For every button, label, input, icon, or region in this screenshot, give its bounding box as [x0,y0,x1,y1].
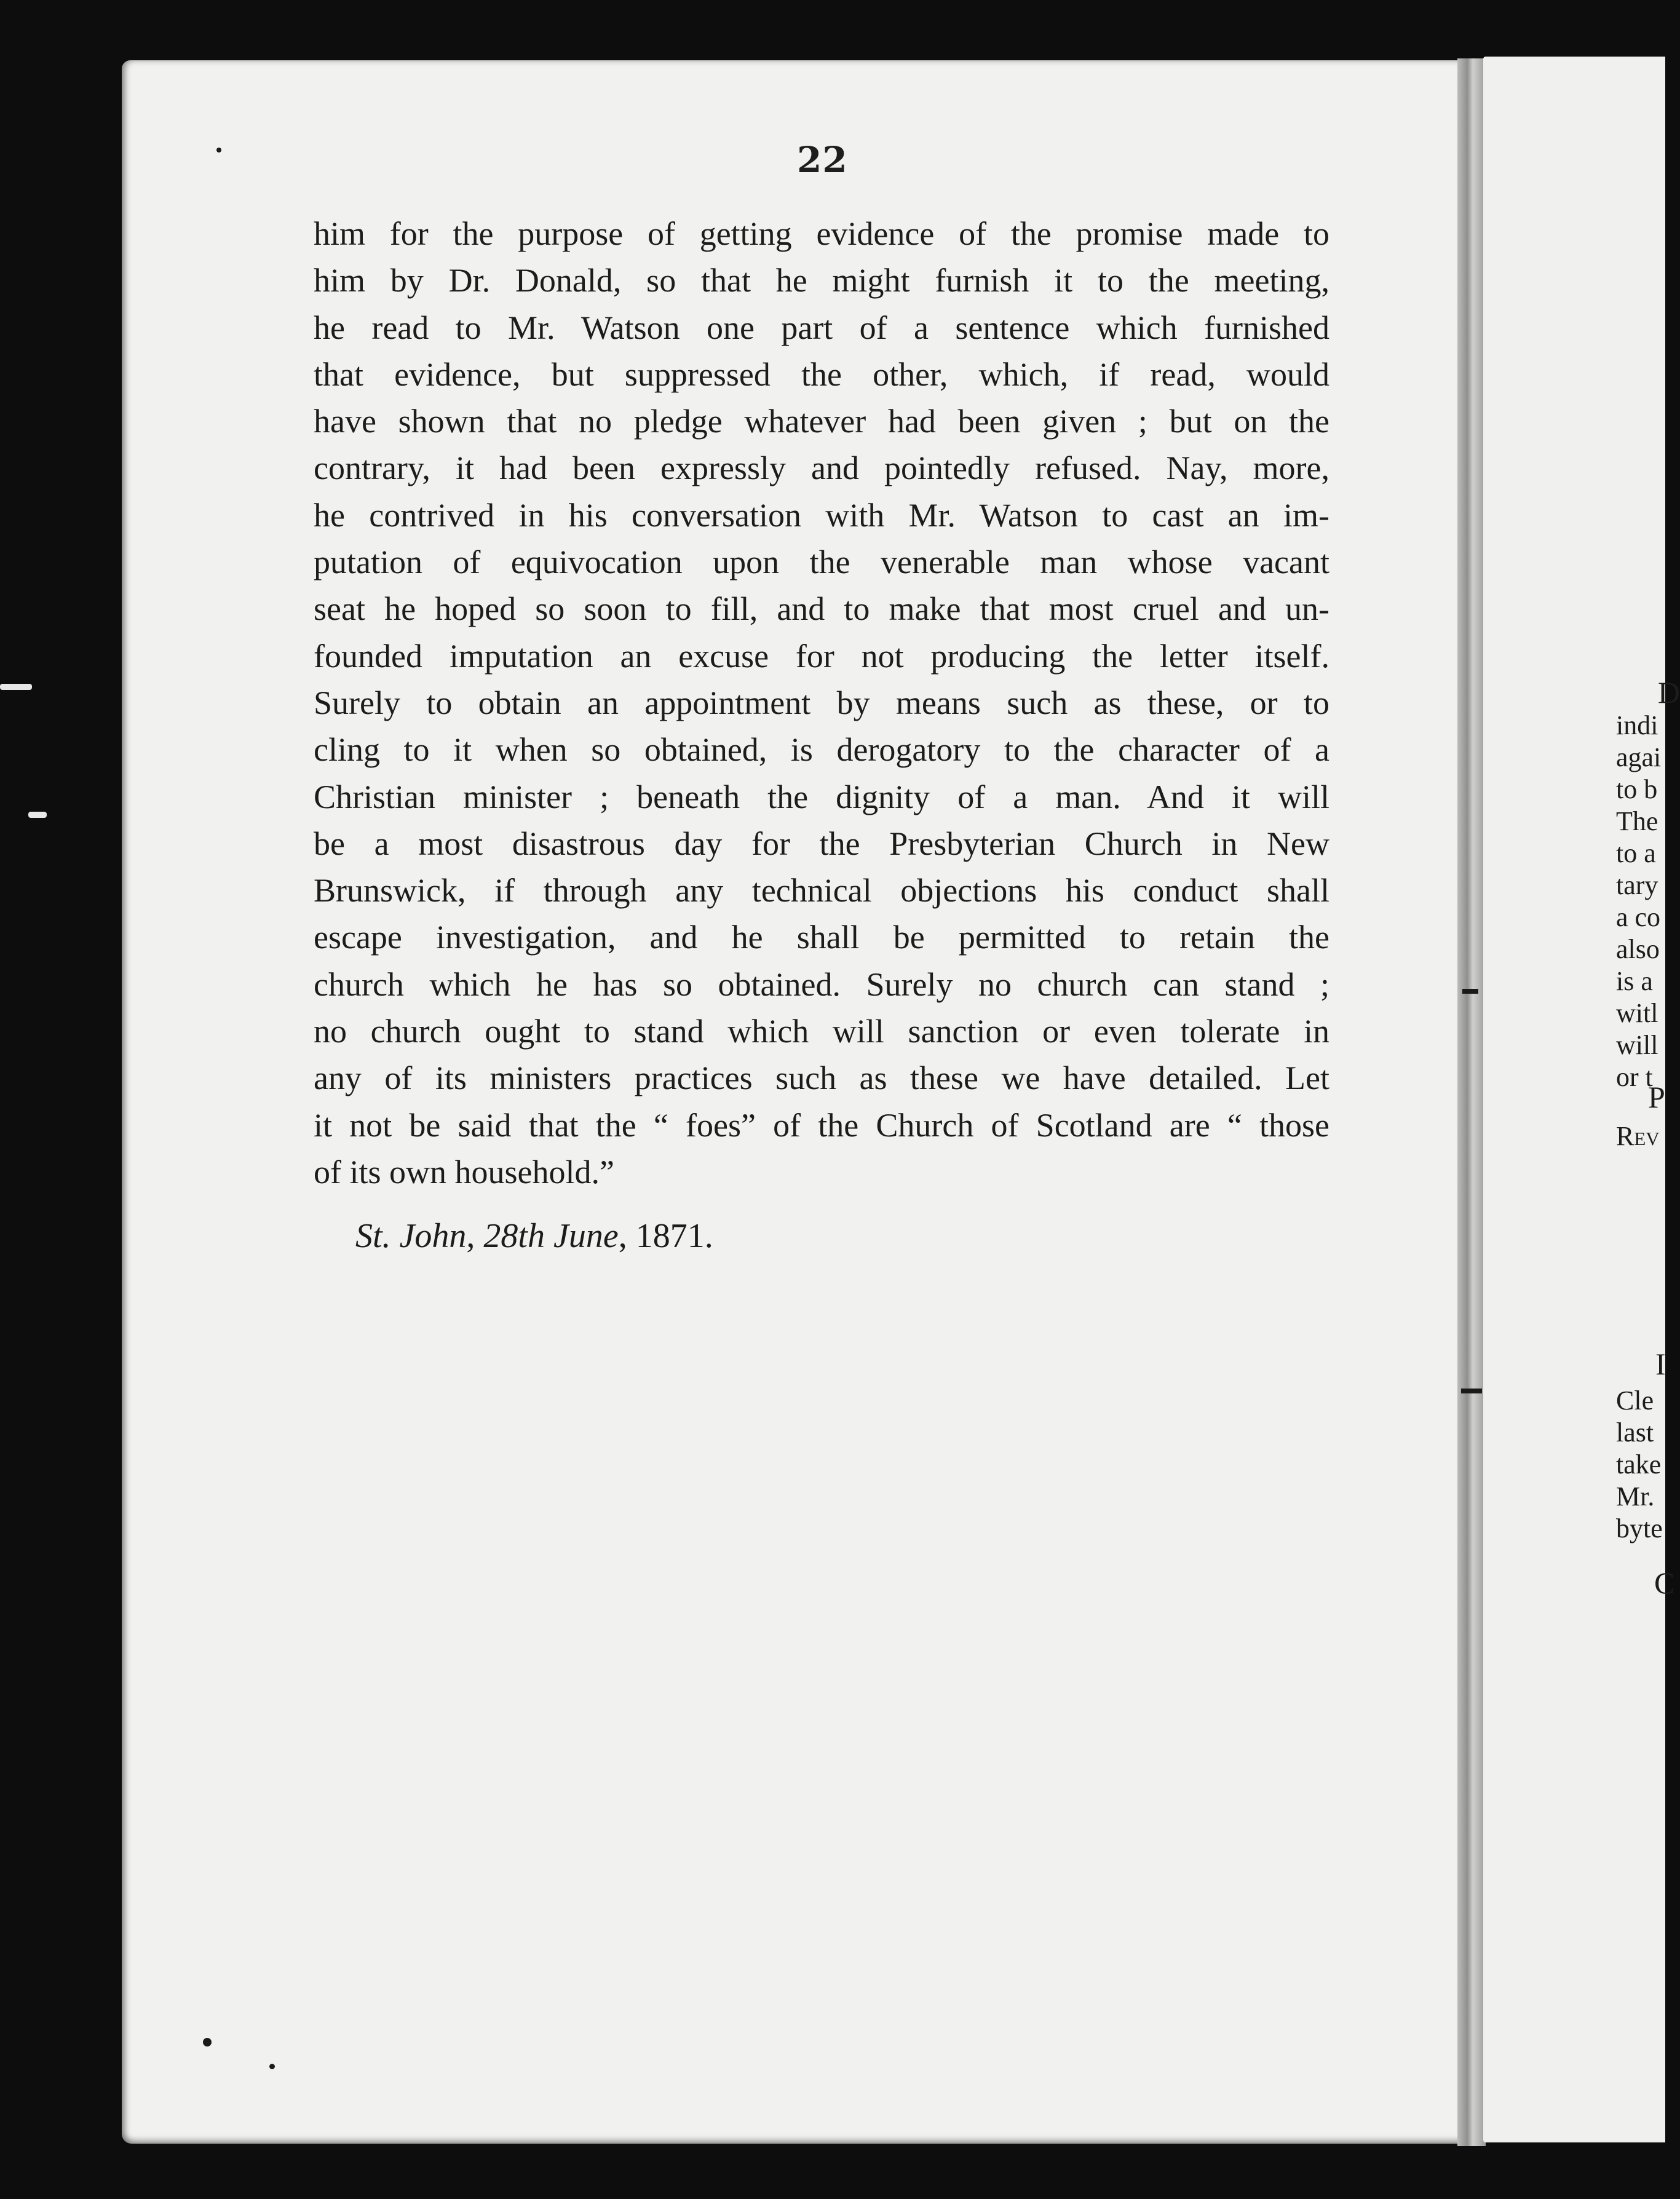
text-line: any of its ministers practices such as these we have detailed. Let [314,1060,1329,1097]
right-fragment: witl [1616,998,1658,1028]
right-fragment: Rev [1616,1121,1660,1151]
text-line: seat he hoped so soon to fill, and to make that most cruel and un- [314,590,1329,628]
text-line: him for the purpose of getting evidence of the promise made to [314,215,1329,252]
right-fragment: The [1616,806,1658,836]
signoff-date: 28th June [483,1217,619,1255]
right-fragment: tary [1616,870,1658,900]
text-line: Christian minister ; beneath the dignity of a man. And it will [314,778,1329,815]
text-line: putation of equivocation upon the venerable man whose vacant [314,544,1329,581]
right-fragment: byte [1616,1513,1663,1543]
text-line: founded imputation an excuse for not producing the letter itself. [314,637,1329,675]
text-line: he contrived in his conversation with Mr. Watson to cast an im- [314,496,1329,534]
right-page-edge [1483,57,1665,2142]
book-gutter [1457,58,1486,2146]
signoff: St. John, 28th June, 1871. [355,1217,713,1255]
page-number: 22 [797,139,848,181]
text-line: escape investigation, and he shall be permitted to retain the [314,919,1329,956]
right-fragment: will [1616,1030,1658,1060]
page-speck [269,2064,275,2069]
signoff-place: St. John [355,1217,467,1255]
text-line: contrary, it had been expressly and pointedly refused. Nay, more, [314,450,1329,487]
text-line: of its own household.” [314,1153,614,1191]
page-speck [203,2038,212,2046]
page-speck [216,148,221,153]
right-fragment: indi [1616,710,1658,740]
text-line: have shown that no pledge whatever had been given ; but on the [314,403,1329,440]
right-fragment: Cle [1616,1385,1654,1416]
right-fragment: P [1648,1080,1665,1114]
right-fragment: to a [1616,838,1656,868]
right-fragment: Mr. [1616,1481,1655,1512]
right-fragment: C [1654,1566,1675,1600]
text-line: church which he has so obtained. Surely no church can stand ; [314,965,1329,1003]
right-fragment: last [1616,1417,1654,1448]
text-line: he read to Mr. Watson one part of a sentence which furnished [314,309,1329,346]
text-line: him by Dr. Donald, so that he might furnish it to the meeting, [314,262,1329,299]
text-line: Brunswick, if through any technical objections his conduct shall [314,872,1329,909]
right-fragment: agai [1616,742,1662,772]
text-line: no church ought to stand which will sanction or even tolerate in [314,1013,1329,1050]
right-fragment: a co [1616,902,1661,932]
margin-mark [0,684,32,690]
signoff-year: 1871. [635,1217,713,1255]
body-text [314,210,1329,1195]
right-fragment: is a [1616,966,1653,996]
right-fragment: or t [1616,1062,1653,1092]
text-line: Surely to obtain an appointment by means such as these, or to [314,684,1329,721]
margin-mark [28,812,47,818]
right-fragment: also [1616,934,1660,964]
gutter-mark [1461,1389,1482,1393]
right-fragment: I [1655,1347,1666,1381]
right-fragment: to b [1616,774,1658,804]
text-line: it not be said that the “ foes” of the Church of Scotland are “ those [314,1106,1329,1144]
text-line: be a most disastrous day for the Presbyterian Church in New [314,825,1329,862]
right-fragment: take [1616,1449,1662,1480]
gutter-mark [1462,989,1478,994]
right-fragment: D [1658,675,1680,710]
text-line: that evidence, but suppressed the other, which, if read, would [314,355,1329,393]
text-line: cling to it when so obtained, is derogatory to the character of a [314,731,1329,769]
